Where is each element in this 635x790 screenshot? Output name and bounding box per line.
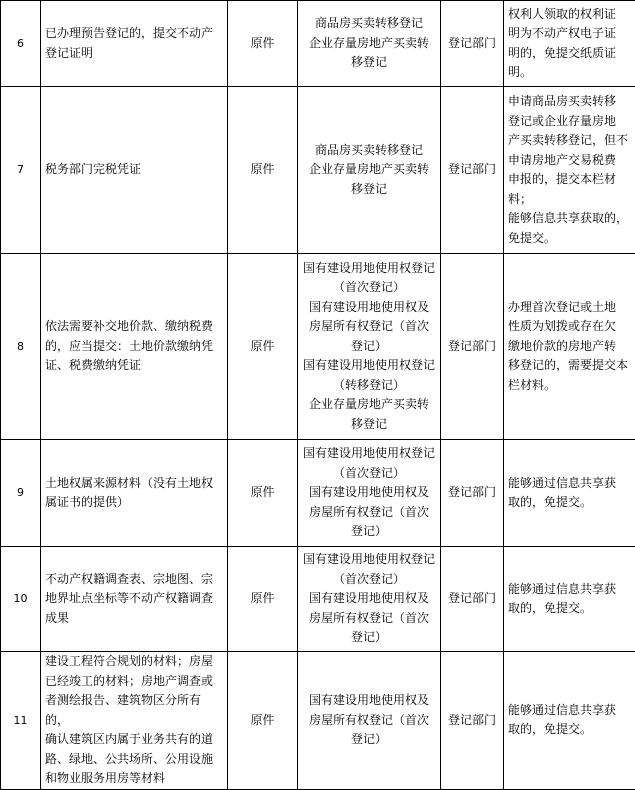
cell-line: 企业存量房地产买卖转 (302, 34, 436, 54)
material-type: 原件 (228, 652, 298, 790)
cell-line: 取的，免提交。 (508, 599, 631, 619)
cell-line: （首次登记） (302, 278, 436, 298)
cell-line: 税务部门完税凭证 (45, 160, 223, 180)
cell-line: 登记或企业存量房地 (508, 112, 631, 132)
cell-line: 缴地价款的房地产转 (508, 337, 631, 357)
cell-line: 商品房买卖转移登记 (302, 141, 436, 161)
cell-line: 移登记的，需要提交本 (508, 356, 631, 376)
material-type: 原件 (228, 1, 298, 87)
row-number: 8 (1, 254, 41, 440)
applicable-registration (298, 547, 441, 652)
cell-line: 产买卖转移登记，但不 (508, 131, 631, 151)
material-type: 原件 (228, 547, 298, 652)
cell-line: 地界址点坐标等不动产权籍调查 (45, 589, 223, 609)
cell-line: 办理首次登记或土地 (508, 298, 631, 318)
cell-line: 能够通过信息共享获 (508, 701, 631, 721)
cell-line: 申请房地产交易税费 (508, 151, 631, 171)
material-name (41, 440, 228, 547)
cell-line: 取的，免提交。 (508, 493, 631, 513)
cell-line: 企业存量房地产买卖转 (302, 160, 436, 180)
applicable-registration (298, 254, 441, 440)
cell-line: 商品房买卖转移登记 (302, 14, 436, 34)
source-department: 登记部门 (441, 652, 504, 790)
cell-line: 者测绘报告、建筑物区分所有的， (45, 691, 223, 730)
source-department: 登记部门 (441, 254, 504, 440)
row-number: 9 (1, 440, 41, 547)
material-name (41, 254, 228, 440)
source-department: 登记部门 (441, 87, 504, 254)
cell-line: 取的，免提交。 (508, 720, 631, 740)
cell-line: 性质为划拨或存在欠 (508, 317, 631, 337)
cell-line: 确认建筑区内属于业务共有的道 (45, 730, 223, 750)
table-row (1, 440, 635, 547)
cell-line: 房屋所有权登记（首次 (302, 609, 436, 629)
applicable-registration (298, 87, 441, 254)
table-row (1, 547, 635, 652)
remark (504, 547, 635, 652)
material-type: 原件 (228, 87, 298, 254)
cell-line: 登记证明 (45, 44, 223, 64)
cell-line: 不动产权籍调查表、宗地图、宗 (45, 570, 223, 590)
row-number: 11 (1, 652, 41, 790)
cell-line: 建设工程符合规划的材料；房屋 (45, 652, 223, 672)
row-number: 6 (1, 1, 41, 87)
remark (504, 87, 635, 254)
cell-line: 申报的，提交本栏材料； (508, 170, 631, 209)
cell-line: 国有建设用地使用权及 (302, 298, 436, 318)
material-type: 原件 (228, 440, 298, 547)
cell-line: 登记） (302, 730, 436, 750)
remark (504, 440, 635, 547)
cell-line: 明为不动产权电子证 (508, 24, 631, 44)
cell-line: 移登记 (302, 415, 436, 435)
cell-line: 能够通过信息共享获 (508, 580, 631, 600)
material-name (41, 1, 228, 87)
remark (504, 652, 635, 790)
cell-line: 土地权属来源材料（没有土地权 (45, 474, 223, 494)
remark (504, 1, 635, 87)
row-number: 7 (1, 87, 41, 254)
row-number: 10 (1, 547, 41, 652)
cell-line: 国有建设用地使用权及 (302, 691, 436, 711)
source-department: 登记部门 (441, 440, 504, 547)
cell-line: 房屋所有权登记（首次 (302, 503, 436, 523)
cell-line: 房屋所有权登记（首次 (302, 317, 436, 337)
source-department: 登记部门 (441, 547, 504, 652)
cell-line: 栏材料。 (508, 376, 631, 396)
cell-line: 国有建设用地使用权登记 (302, 550, 436, 570)
cell-line: 移登记 (302, 180, 436, 200)
cell-line: 房屋所有权登记（首次 (302, 711, 436, 731)
cell-line: 属证书的提供） (45, 493, 223, 513)
cell-line: （首次登记） (302, 464, 436, 484)
cell-line: 和物业服务用房等材料 (45, 769, 223, 789)
cell-line: 的，应当提交：土地价款缴纳凭 (45, 337, 223, 357)
cell-line: 免提交。 (508, 229, 631, 249)
cell-line: 已经竣工的材料；房地产调查或 (45, 672, 223, 692)
cell-line: 登记） (302, 628, 436, 648)
table-row (1, 254, 635, 440)
cell-line: 国有建设用地使用权登记 (302, 259, 436, 279)
cell-line: 能够信息共享获取的， (508, 209, 631, 229)
source-department: 登记部门 (441, 1, 504, 87)
cell-line: 权利人领取的权利证 (508, 5, 631, 25)
cell-line: 依法需要补交地价款、缴纳税费 (45, 317, 223, 337)
cell-line: （首次登记） (302, 570, 436, 590)
applicable-registration (298, 440, 441, 547)
cell-line: 登记） (302, 337, 436, 357)
cell-line: 国有建设用地使用权登记 (302, 444, 436, 464)
cell-line: 成果 (45, 609, 223, 629)
cell-line: 证、税费缴纳凭证 (45, 356, 223, 376)
table-row (1, 1, 635, 87)
cell-line: 国有建设用地使用权登记 (302, 356, 436, 376)
table-row (1, 87, 635, 254)
cell-line: 明的，免提交纸质证 (508, 44, 631, 64)
cell-line: 国有建设用地使用权及 (302, 483, 436, 503)
table-row (1, 652, 635, 790)
material-name (41, 652, 228, 790)
cell-line: 企业存量房地产买卖转 (302, 395, 436, 415)
cell-line: 申请商品房买卖转移 (508, 92, 631, 112)
cell-line: 明。 (508, 63, 631, 83)
cell-line: 国有建设用地使用权及 (302, 589, 436, 609)
cell-line: 路、绿地、公共场所、公用设施 (45, 750, 223, 770)
material-name (41, 87, 228, 254)
material-type: 原件 (228, 254, 298, 440)
cell-line: 登记） (302, 522, 436, 542)
cell-line: 移登记 (302, 53, 436, 73)
applicable-registration (298, 1, 441, 87)
material-name (41, 547, 228, 652)
cell-line: 已办理预告登记的，提交不动产 (45, 24, 223, 44)
remark (504, 254, 635, 440)
cell-line: （转移登记） (302, 376, 436, 396)
table-body (1, 1, 635, 790)
applicable-registration (298, 652, 441, 790)
cell-line: 能够通过信息共享获 (508, 474, 631, 494)
